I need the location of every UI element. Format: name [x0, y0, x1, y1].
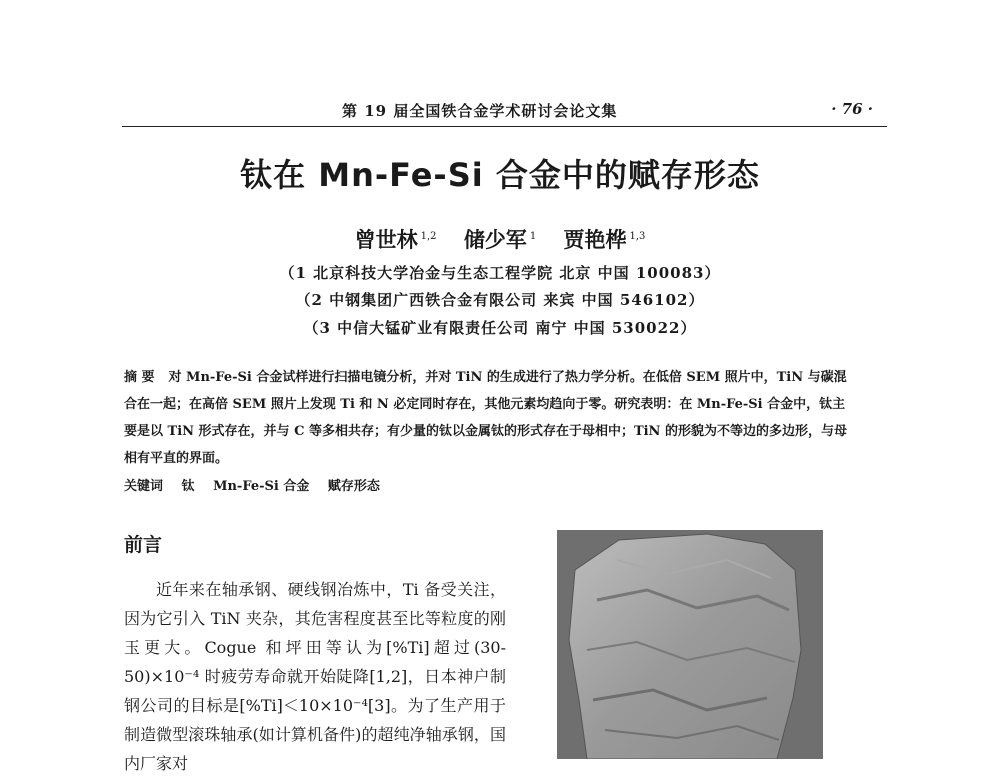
keyword: 赋存形态 [327, 479, 380, 494]
author: 贾艳桦 $^{1,3}$ [563, 227, 646, 252]
author: 曾世林 $^{1,2}$ [354, 227, 437, 252]
page-number: · 76 · [831, 100, 873, 118]
rock-sample-image [557, 530, 823, 759]
abstract-text: 对 Mn-Fe-Si 合金试样进行扫描电镜分析，并对 TiN 的生成进行了热力学分析。在低倍 SEM 照片中，TiN 与碳混合在一起；在高倍 SEM 照片上发现 Ti 和 N 必定同时存在，其他元素均趋向于零。研究表明：在 Mn-Fe-Si 合金中，钛主要是以 TiN 形式存在，并与 C 等多相共存；有少量的钛以金属钛的形式存在于母相中；TiN 的形貌为不等边的多边形，与母相有平直的界面。 [124, 370, 847, 466]
abstract-label: 摘 要 [124, 370, 155, 385]
paper-title: 钛在 Mn-Fe-Si 合金中的赋存形态 [240, 156, 760, 194]
affiliation: （1 北京科技大学冶金与生态工程学院 北京 中国 100083） [279, 264, 721, 282]
keywords-label: 关键词 [124, 479, 164, 494]
author: 储少军 $^1$ [463, 227, 537, 252]
running-header [122, 92, 887, 127]
section-heading: 前言 [124, 534, 163, 556]
keyword: Mn-Fe-Si 合金 [213, 479, 310, 494]
abstract [124, 364, 852, 472]
sample-photo [557, 530, 823, 759]
journal-title: 第 19 届全国铁合金学术研讨会论文集 [342, 102, 618, 120]
intro-paragraph: 近年来在轴承钢、硬线钢冶炼中，Ti 备受关注，因为它引入 TiN 夹杂，其危害程度甚至比等粒度的刚玉更大。Cogue 和坪田等认为[%Ti]超过(30-50)×10⁻⁴ 时疲劳寿命就开始陡降[1,2]，日本神户制钢公司的目标是[%Ti]＜10×10⁻⁴[3]。为了生产用于制造微型滚珠轴承(如计算机备件)的超纯净轴承钢，国内厂家对 [124, 580, 506, 773]
affiliation: （3 中信大锰矿业有限责任公司 南宁 中国 530022） [303, 319, 697, 337]
author-list [0, 224, 1000, 254]
keywords [124, 475, 394, 494]
keyword: 钛 [181, 479, 195, 494]
affiliation: （2 中钢集团广西铁合金有限公司 来宾 中国 546102） [295, 291, 705, 309]
